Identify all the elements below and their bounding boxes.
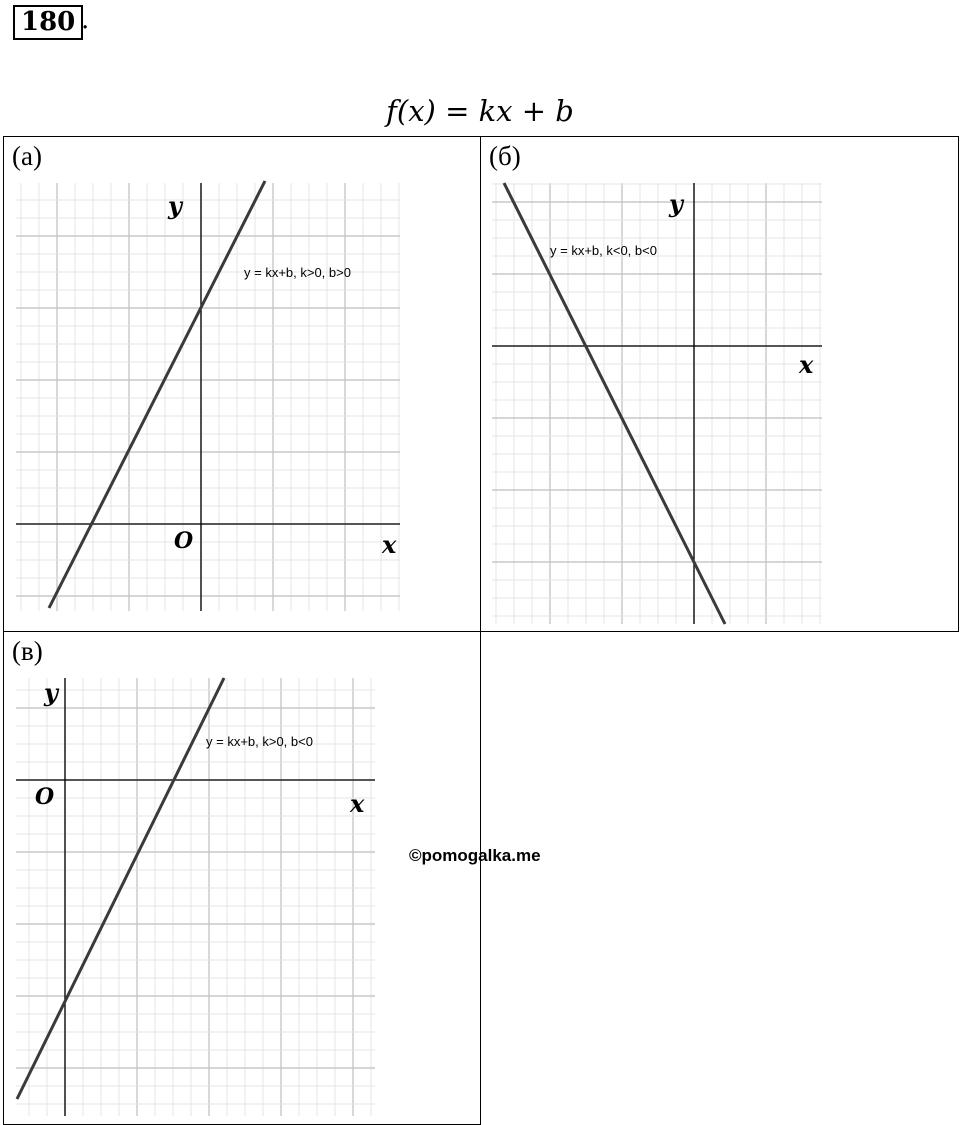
function-line-a (49, 181, 265, 608)
origin-label-a: O (174, 528, 194, 554)
y-axis-label-c: y (44, 678, 58, 707)
y-axis-label-a: y (168, 191, 182, 220)
graph-b (481, 137, 956, 629)
equation-label-a: y = kx+b, k>0, b>0 (244, 265, 351, 280)
panel-b (480, 136, 959, 632)
x-axis-label-a: x (382, 530, 397, 559)
panel-c (3, 631, 481, 1125)
panel-a (3, 136, 481, 632)
equation-label-c: y = kx+b, k>0, b<0 (206, 734, 313, 749)
x-axis-label-b: x (799, 350, 814, 379)
panel-c-label: (в) (12, 636, 43, 666)
equation-label-b: y = kx+b, k<0, b<0 (550, 243, 657, 258)
grid-b (492, 183, 822, 624)
y-axis-label-b: y (669, 189, 683, 218)
task-number: 180 (13, 5, 83, 40)
grid-a (16, 183, 400, 611)
graph-a (4, 137, 478, 629)
formula-title: f(x) = kx + b (386, 94, 574, 128)
panel-a-label: (а) (12, 141, 42, 171)
task-number-dot: . (81, 5, 90, 35)
watermark: ©pomogalka.me (409, 846, 541, 865)
grid-c (16, 678, 375, 1116)
panel-b-label: (б) (489, 141, 521, 171)
origin-label-c: O (35, 784, 55, 810)
graph-c (4, 632, 478, 1122)
x-axis-label-c: x (350, 789, 365, 818)
